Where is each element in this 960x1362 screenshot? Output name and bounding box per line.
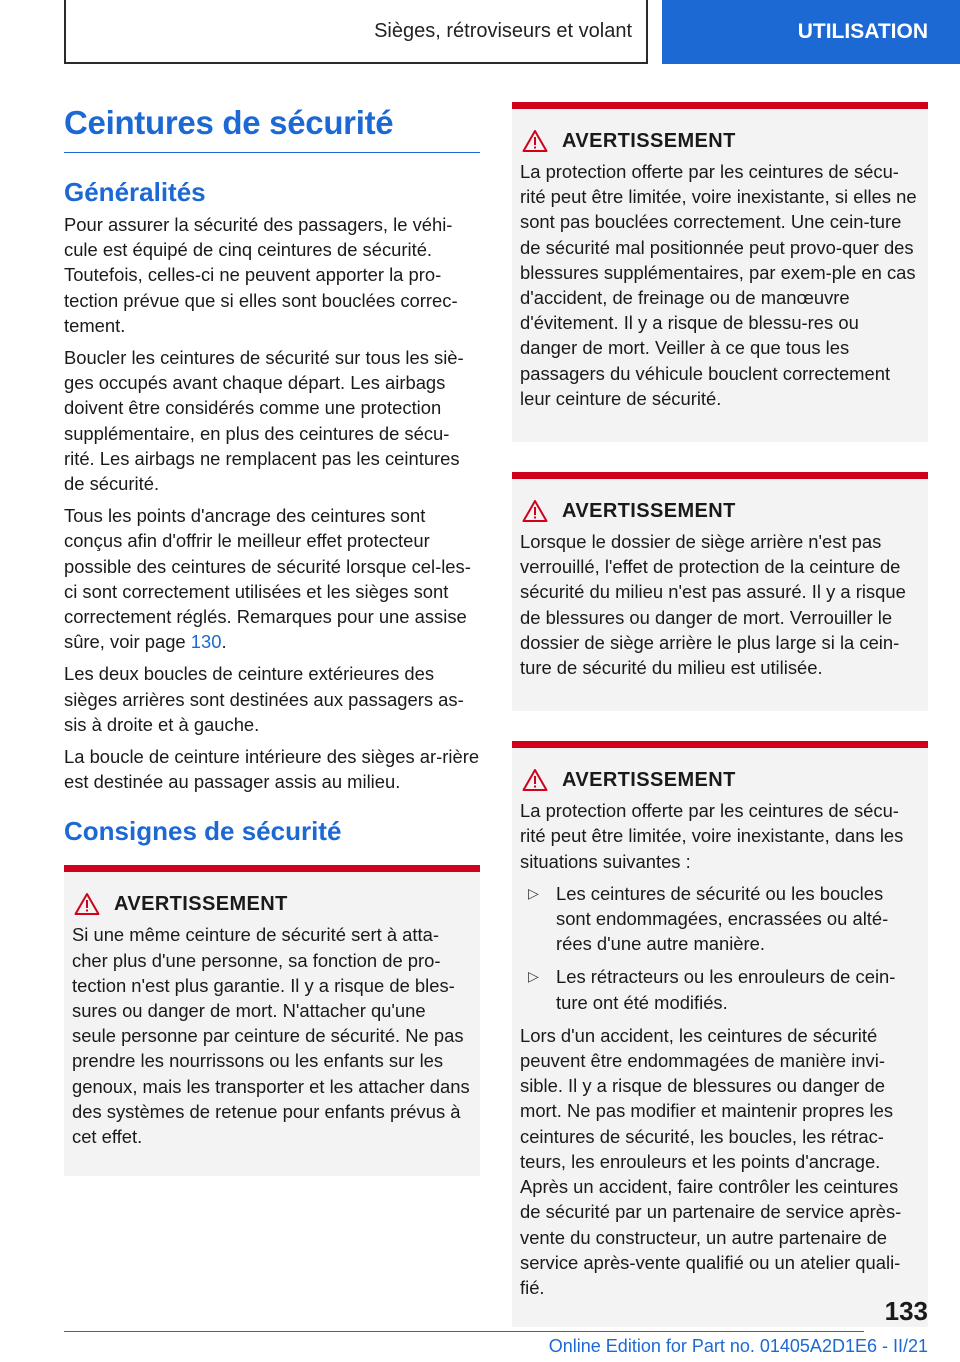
warning-list (520, 881, 920, 1015)
warning-text: La protection offerte par les ceintures de sécu-rité peut être limitée, voire inexistante, si elles ne sont pas bouclées correctement. Une cein-ture de sécurité mal positionnée peut provo-quer des blessures supplémentaires, par exem-ple en cas d'accident, de freinage ou de manœuvre d'évitement. Il y a risque de blessu-res ou danger de mort. Veiller à ce que tous les passagers du véhicule bouclent correctement leur ceinture de sécurité. (520, 161, 917, 409)
warning-title: AVERTISSEMENT (562, 129, 736, 152)
header-chapter-tab (662, 0, 960, 64)
list-item (520, 964, 920, 1014)
warning-box-1 (64, 865, 480, 1176)
page-number: 133 (884, 1296, 928, 1326)
footer-divider (64, 1331, 864, 1332)
paragraph-2: Boucler les ceintures de sécurité sur tous les siè-ges occupés avant chaque départ. Les airbags doivent être considérés comme une protection supplémentaire, en plus des ceintures de sécu-rité. Les airbags ne remplacent pas les ceintures de sécurité. (64, 347, 464, 495)
header-section-title: Sièges, rétroviseurs et volant (374, 19, 632, 42)
spacer (512, 442, 928, 472)
warning-text: Si une même ceinture de sécurité sert à atta-cher plus d'une personne, sa fonction de pro-tection n'est plus garantie. Il y a risque de bles-sures ou danger de mort. N'attacher qu'une seule personne par ceinture de sécurité. Ne pas prendre les nourrissons ou les enfants sur les genoux, mais les transporter et les attacher dans des systèmes de retenue pour enfants prévus à cet effet. (72, 924, 470, 1148)
warning-title: AVERTISSEMENT (562, 768, 736, 791)
bullet-triangle-icon: ▷ (528, 884, 539, 901)
left-column (64, 100, 480, 1176)
list-item-text: Les ceintures de sécurité ou les boucles sont endommagées, encrassées ou alté-rées d'une autre manière. (556, 882, 889, 955)
warning-box-4 (512, 741, 928, 1327)
warning-box-3 (512, 472, 928, 711)
warning-intro: La protection offerte par les ceintures de sécu-rité peut être limitée, voire inexistante, dans les situations suivantes : (520, 800, 904, 872)
page-title: Ceintures de sécurité (64, 100, 480, 153)
page-ref-link[interactable]: 130 (190, 631, 222, 653)
warning-triangle-icon (522, 768, 548, 792)
spacer (512, 711, 928, 741)
footer-edition: Online Edition for Part no. 01405A2D1E6 - II/21 (548, 1336, 928, 1356)
safety-heading: Consignes de sécurité (64, 816, 342, 847)
paragraph-3-text: Tous les points d'ancrage des ceintures sont conçus afin d'offrir le meilleur effet protecteur possible des ceintures de sécurité lorsque cel-les-ci sont correctement utilisées et les sièges sont correctement réglés. Remarques pour une assise sûre, voir page (64, 505, 471, 653)
header-chapter-title: UTILISATION (797, 20, 928, 43)
header-section-tab (64, 0, 648, 64)
warning-title: AVERTISSEMENT (114, 892, 288, 915)
warning-text: Lorsque le dossier de siège arrière n'est pas verrouillé, l'effet de protection de la ceinture de sécurité du milieu n'est pas assuré. Il y a risque de blessures ou danger de mort. Verrouiller le dossier de siège arrière le plus large si la cein-ture de sécurité du milieu est utilisée. (520, 531, 906, 679)
warning-box-2 (512, 102, 928, 442)
right-column (512, 102, 928, 1327)
paragraph-4: Les deux boucles de ceinture extérieures des sièges arrières sont destinées aux passagers as-sis à droite et à gauche. (64, 663, 464, 735)
paragraph-1: Pour assurer la sécurité des passagers, le véhi-cule est équipé de cinq ceintures de sécurité. Toutefois, celles-ci ne peuvent apporter la pro-tection prévue que si elles sont bouclées correc-tement. (64, 214, 458, 336)
paragraph-3 (64, 503, 480, 654)
warning-triangle-icon (522, 499, 548, 523)
warning-triangle-icon (522, 129, 548, 153)
warning-triangle-icon (74, 892, 100, 916)
warning-text: Lors d'un accident, les ceintures de sécurité peuvent être endommagées de manière invi-sible. Il y a risque de blessures ou danger de mort. Ne pas modifier et maintenir propres les ceintures de sécurité, les boucles, les rétrac-teurs, les enrouleurs et les points d'ancrage. Après un accident, faire contrôler les ceintures de sécurité par un partenaire de service après-vente du constructeur, un autre partenaire de service après-vente qualifié ou un atelier quali-fié. (520, 1024, 902, 1298)
general-heading: Généralités (64, 177, 206, 207)
paragraph-5: La boucle de ceinture intérieure des sièges ar-rière est destinée au passager assis au milieu. (64, 746, 480, 793)
bullet-triangle-icon: ▷ (528, 968, 539, 985)
list-item-text: Les rétracteurs ou les enrouleurs de cein-ture ont été modifiés. (556, 966, 896, 1013)
warning-title: AVERTISSEMENT (562, 499, 736, 522)
list-item (520, 881, 920, 957)
paragraph-3-end: . (221, 631, 227, 653)
